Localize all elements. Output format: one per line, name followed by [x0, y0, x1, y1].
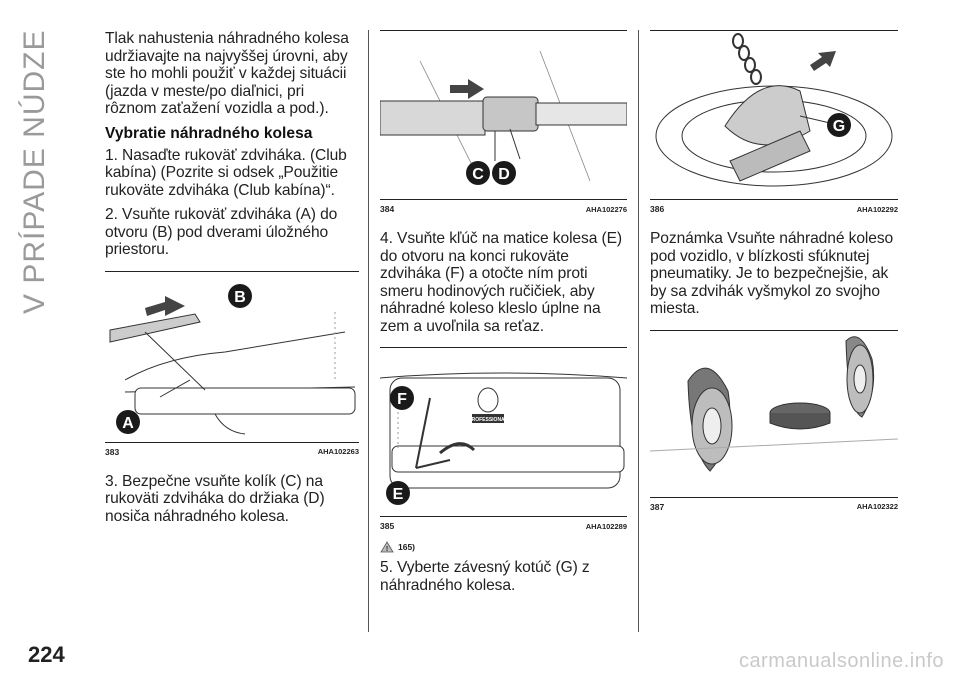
brand-badge-text: PROFESSIONAL	[468, 417, 508, 423]
label-a: A	[122, 414, 134, 432]
figure-code: AHA102292	[856, 204, 898, 214]
column-divider	[638, 30, 639, 632]
figure-387-caption	[650, 498, 898, 512]
warning-reference	[380, 541, 627, 553]
page-number: 224	[28, 642, 65, 667]
figure-387	[650, 330, 898, 498]
figure-385-caption	[380, 517, 627, 531]
column-3	[650, 30, 898, 512]
step-5: 5. Vyberte závesný kotúč (G) z náhradného kolesa.	[380, 559, 590, 594]
section-title: V PRÍPADE NÚDZE	[18, 30, 51, 315]
figure-384	[380, 30, 627, 200]
figure-number: 387	[650, 501, 665, 512]
warning-icon	[380, 541, 394, 553]
figure-code: AHA102322	[856, 502, 898, 511]
figure-386	[650, 30, 898, 200]
figure-383-caption	[105, 443, 359, 457]
figure-387-illustration	[650, 331, 898, 497]
step-4: 4. Vsuňte kľúč na matice kolesa (E) do otvoru na konci rukoväte zdviháka (F) a otočte ním proti smeru hodinových ručičiek, aby náhradné koleso kleslo úplne na zem a uvoľnila sa reťaz.	[380, 230, 622, 335]
step-1: 1. Nasaďte rukoväť zdviháka. (Club kabína) (Pozrite si odsek „Použitie rukoväte zdviháka (Club kabína)“.	[105, 146, 347, 199]
intro-paragraph: Tlak nahustenia náhradného kolesa udržiavajte na najvyššej úrovni, aby ste ho mohli použiť v každej situácii (jazda v meste/po diaľnici, pri rôznom zaťažení vozidla a pod.).	[105, 30, 349, 117]
label-g: G	[832, 118, 846, 135]
watermark: carmanualsonline.info	[738, 650, 944, 672]
figure-385-illustration	[380, 348, 627, 516]
figure-386-caption	[650, 200, 898, 214]
warning-ref-number: 165)	[398, 542, 416, 552]
figure-383-illustration	[105, 272, 359, 442]
figure-386-illustration	[650, 31, 898, 199]
figure-383	[105, 271, 359, 443]
label-b: B	[234, 288, 246, 306]
figure-number: 384	[380, 204, 395, 214]
label-f: F	[397, 391, 407, 408]
figure-number: 386	[650, 204, 665, 214]
figure-384-illustration	[380, 31, 627, 199]
figure-code: AHA102289	[585, 521, 627, 531]
figure-number: 383	[105, 446, 120, 457]
label-e: E	[392, 486, 404, 503]
step-2: 2. Vsuňte rukoväť zdviháka (A) do otvoru (B) pod dverami úložného priestoru.	[105, 206, 338, 258]
column-1	[105, 30, 359, 525]
step-3: 3. Bezpečne vsuňte kolík (C) na rukoväti zdviháka do držiaka (D) nosiča náhradného kolesa.	[105, 472, 325, 525]
svg-text:!: !	[385, 546, 389, 553]
label-d: D	[498, 166, 510, 183]
section-heading: Vybratie náhradného kolesa	[105, 124, 313, 142]
label-c: C	[472, 166, 484, 183]
column-divider	[368, 30, 369, 632]
figure-385	[380, 347, 627, 517]
note-paragraph: Poznámka Vsuňte náhradné koleso pod vozidlo, v blízkosti sfúknutej pneumatiky. Je to bezpečnejšie, ak by sa zdvihák vyšmykol zo svojho miesta.	[650, 230, 894, 317]
figure-number: 385	[380, 521, 395, 531]
column-2	[380, 30, 627, 594]
figure-code: AHA102263	[317, 447, 359, 456]
figure-384-caption	[380, 200, 627, 214]
figure-code: AHA102276	[585, 204, 627, 214]
